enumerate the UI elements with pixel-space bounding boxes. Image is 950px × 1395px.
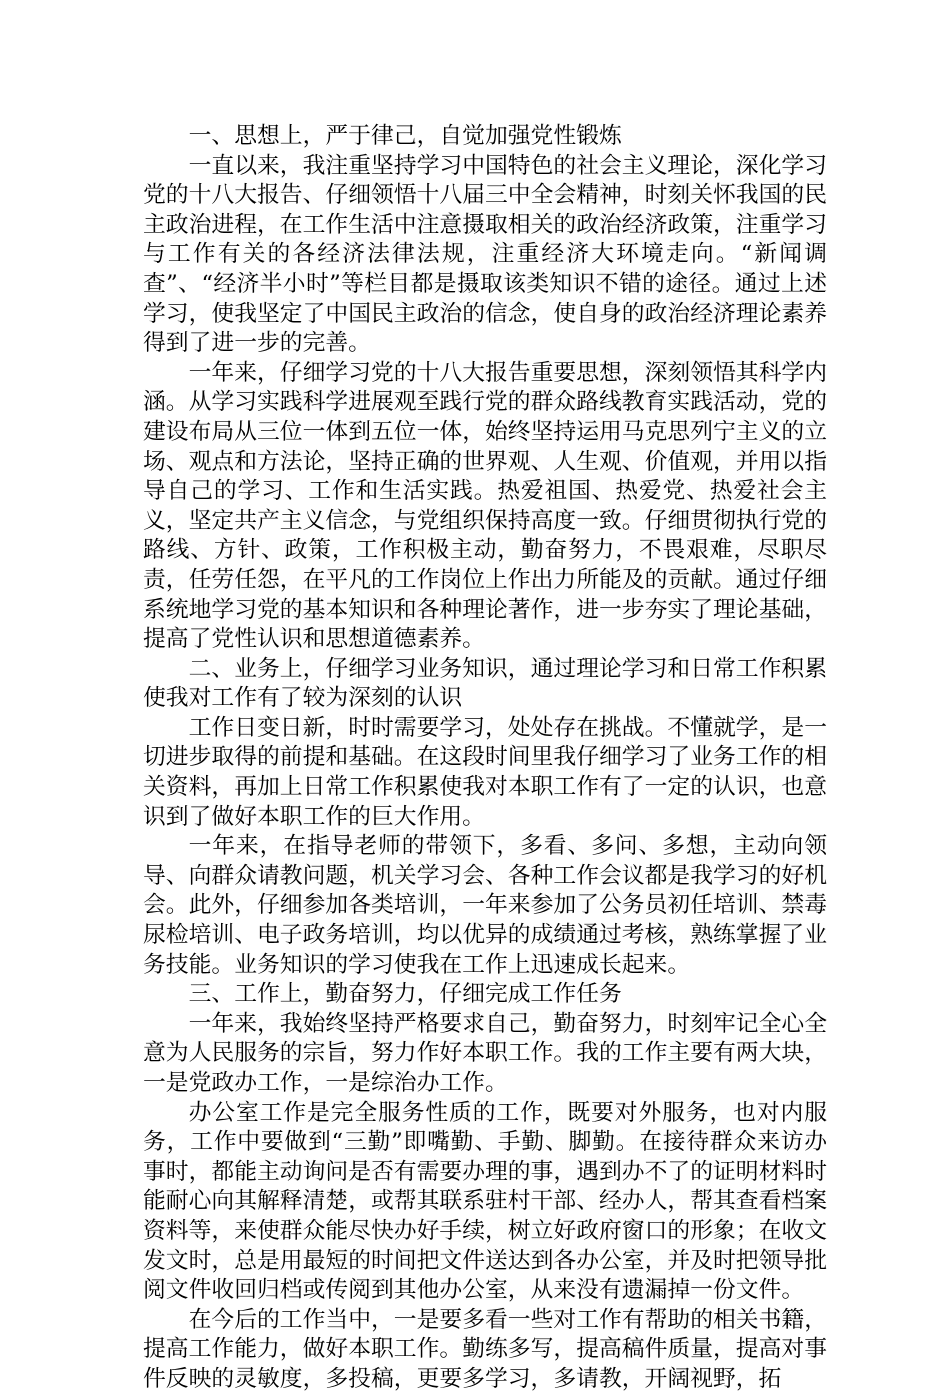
body-paragraph: 一直以来，我注重坚持学习中国特色的社会主义理论，深化学习党的十八大报告、仔细领悟十八届三中全会精神，时刻关怀我国的民主政治进程，在工作生活中注意摄取相关的政治经济政策，注重学习与工作有关的各经济法律法规，注重经济大环境走向。“新闻调查”、“经济半小时”等栏目都是摄取该类知识不错的途径。通过上述学习，使我坚定了中国民主政治的信念，使自身的政治经济理论素养得到了进一步的完善。 bbox=[143, 152, 827, 357]
body-paragraph: 一年来，我始终坚持严格要求自己，勤奋努力，时刻牢记全心全意为人民服务的宗旨，努力作好本职工作。我的工作主要有两大块，一是党政办工作，一是综治办工作。 bbox=[143, 1010, 827, 1096]
section-heading-3: 三、工作上，勤奋努力，仔细完成工作任务 bbox=[188, 981, 622, 1008]
document-page bbox=[143, 122, 827, 1395]
body-paragraph: 工作日变日新，时时需要学习，处处存在挑战。不懂就学，是一切进步取得的前提和基础。在这段时间里我仔细学习了业务工作的相关资料，再加上日常工作积累使我对本职工作有了一定的认识，也意识到了做好本职工作的巨大作用。 bbox=[143, 714, 827, 830]
body-paragraph: 一年来，仔细学习党的十八大报告重要思想，深刻领悟其科学内涵。从学习实践科学进展观至践行党的群众路线教育实践活动，党的建设布局从三位一体到五位一体，始终坚持运用马克思列宁主义的立场、观点和方法论，坚持正确的世界观、人生观、价值观，并用以指导自己的学习、工作和生活实践。热爱祖国、热爱党、热爱社会主义，坚定共产主义信念，与党组织保持高度一致。仔细贯彻执行党的路线、方针、政策，工作积极主动，勤奋努力，不畏艰难，尽职尽责，任劳任怨，在平凡的工作岗位上作出力所能及的贡献。通过仔细系统地学习党的基本知识和各种理论著作，进一步夯实了理论基础，提高了党性认识和思想道德素养。 bbox=[143, 359, 827, 653]
body-paragraph: 办公室工作是完全服务性质的工作，既要对外服务，也对内服务，工作中要做到“三勤”即嘴勤、手勤、脚勤。在接待群众来访办事时，都能主动询问是否有需要办理的事，遇到办不了的证明材料时能耐心向其解释清楚，或帮其联系驻村干部、经办人，帮其查看档案资料等，来使群众能尽快办好手续，树立好政府窗口的形象；在收文发文时，总是用最短的时间把文件送达到各办公室，并及时把领导批阅文件收回归档或传阅到其他办公室，从来没有遗漏掉一份文件。 bbox=[143, 1099, 827, 1304]
body-paragraph: 一年来，在指导老师的带领下，多看、多问、多想，主动向领导、向群众请教问题，机关学习会、各种工作会议都是我学习的好机会。此外，仔细参加各类培训，一年来参加了公务员初任培训、禁毒尿检培训、电子政务培训，均以优异的成绩通过考核，熟练掌握了业务技能。业务知识的学习使我在工作上迅速成长起来。 bbox=[143, 833, 827, 978]
body-paragraph: 在今后的工作当中，一是要多看一些对工作有帮助的相关书籍，提高工作能力，做好本职工作。勤练多写，提高稿件质量，提高对事件反映的灵敏度，多投稿，更要多学习，多请教，开阔视野，拓 bbox=[143, 1306, 827, 1392]
section-heading-2: 二、业务上，仔细学习业务知识，通过理论学习和日常工作积累使我对工作有了较为深刻的认识 bbox=[143, 655, 827, 712]
section-heading-1: 一、思想上，严于律己，自觉加强党性锻炼 bbox=[188, 123, 622, 149]
